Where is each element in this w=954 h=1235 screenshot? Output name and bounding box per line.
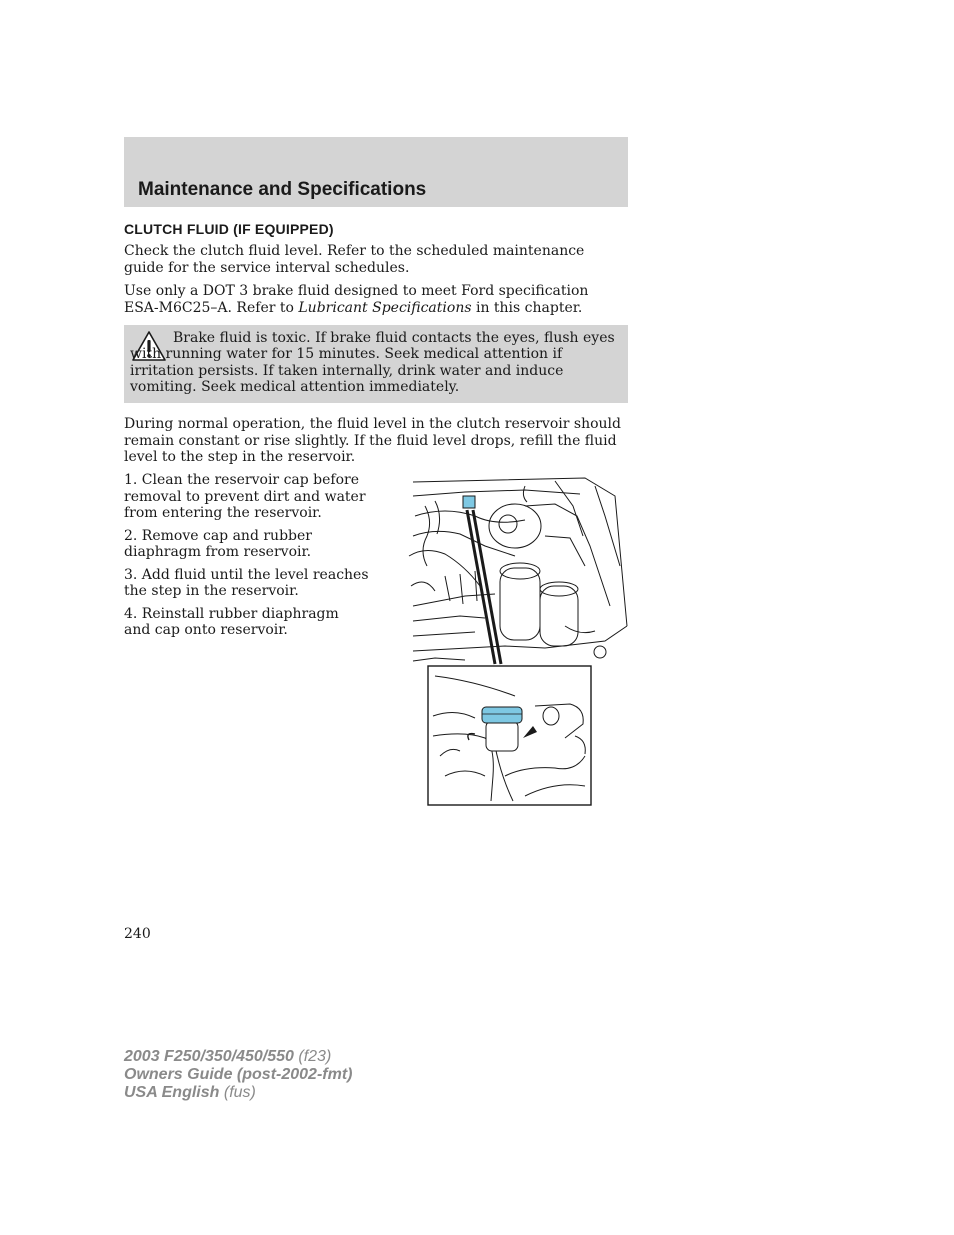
engine-compartment-drawing (409, 478, 627, 661)
step-item: 3. Add fluid until the level reaches the step in the reservoir. (124, 566, 369, 599)
instruction-steps (124, 472, 369, 645)
footer-language-code: (fus) (219, 1084, 256, 1101)
footer-guide: Owners Guide (post-2002-fmt) (124, 1066, 353, 1083)
leader-line-right (473, 510, 501, 664)
clutch-reservoir-illustration (405, 476, 630, 808)
step-item: 2. Remove cap and rubber diaphragm from reservoir. (124, 527, 312, 560)
page-number: 240 (124, 926, 151, 942)
page-title: Maintenance and Specifications (138, 179, 427, 200)
paragraph-check-level: Check the clutch fluid level. Refer to the scheduled maintenance guide for the service interval schedules. (124, 243, 585, 276)
fluid-spec-text: Use only a DOT 3 brake fluid designed to meet Ford specification ESA-M6C25–A. Refer to (124, 283, 589, 316)
warning-text: Brake fluid is toxic. If brake fluid contacts the eyes, flush eyes with running water for 15 minutes. Seek medical attention if irritation persists. If taken internally, drink water and induce vomiting. Seek medical attention immediately. (130, 330, 615, 395)
footer-language: USA English (124, 1084, 220, 1101)
paragraph-normal-operation: During normal operation, the fluid level in the clutch reservoir should remain constant or rise slightly. If the fluid level drops, refill the fluid level to the step in the reservoir. (124, 416, 621, 465)
footer-line-guide (124, 1066, 352, 1084)
warning-box (124, 325, 628, 403)
document-footer (124, 1048, 352, 1102)
step-item: 1. Clean the reservoir cap before removal to prevent dirt and water from entering the reservoir. (124, 472, 366, 521)
section-heading: CLUTCH FLUID (IF EQUIPPED) (124, 221, 334, 237)
section-header-band (124, 137, 628, 207)
lubricant-specifications-reference: Lubricant Specifications (298, 299, 472, 316)
reservoir-cap-highlight (463, 496, 475, 508)
footer-line-model (124, 1048, 352, 1066)
paragraph-fluid-spec (124, 283, 624, 316)
footer-line-language (124, 1084, 352, 1102)
footer-model: 2003 F250/350/450/550 (124, 1048, 294, 1065)
step-item: 4. Reinstall rubber diaphragm and cap onto reservoir. (124, 605, 339, 638)
fluid-spec-text-end: in this chapter. (471, 299, 583, 316)
reservoir-detail-inset (428, 666, 591, 805)
footer-model-code: (f23) (293, 1048, 332, 1065)
